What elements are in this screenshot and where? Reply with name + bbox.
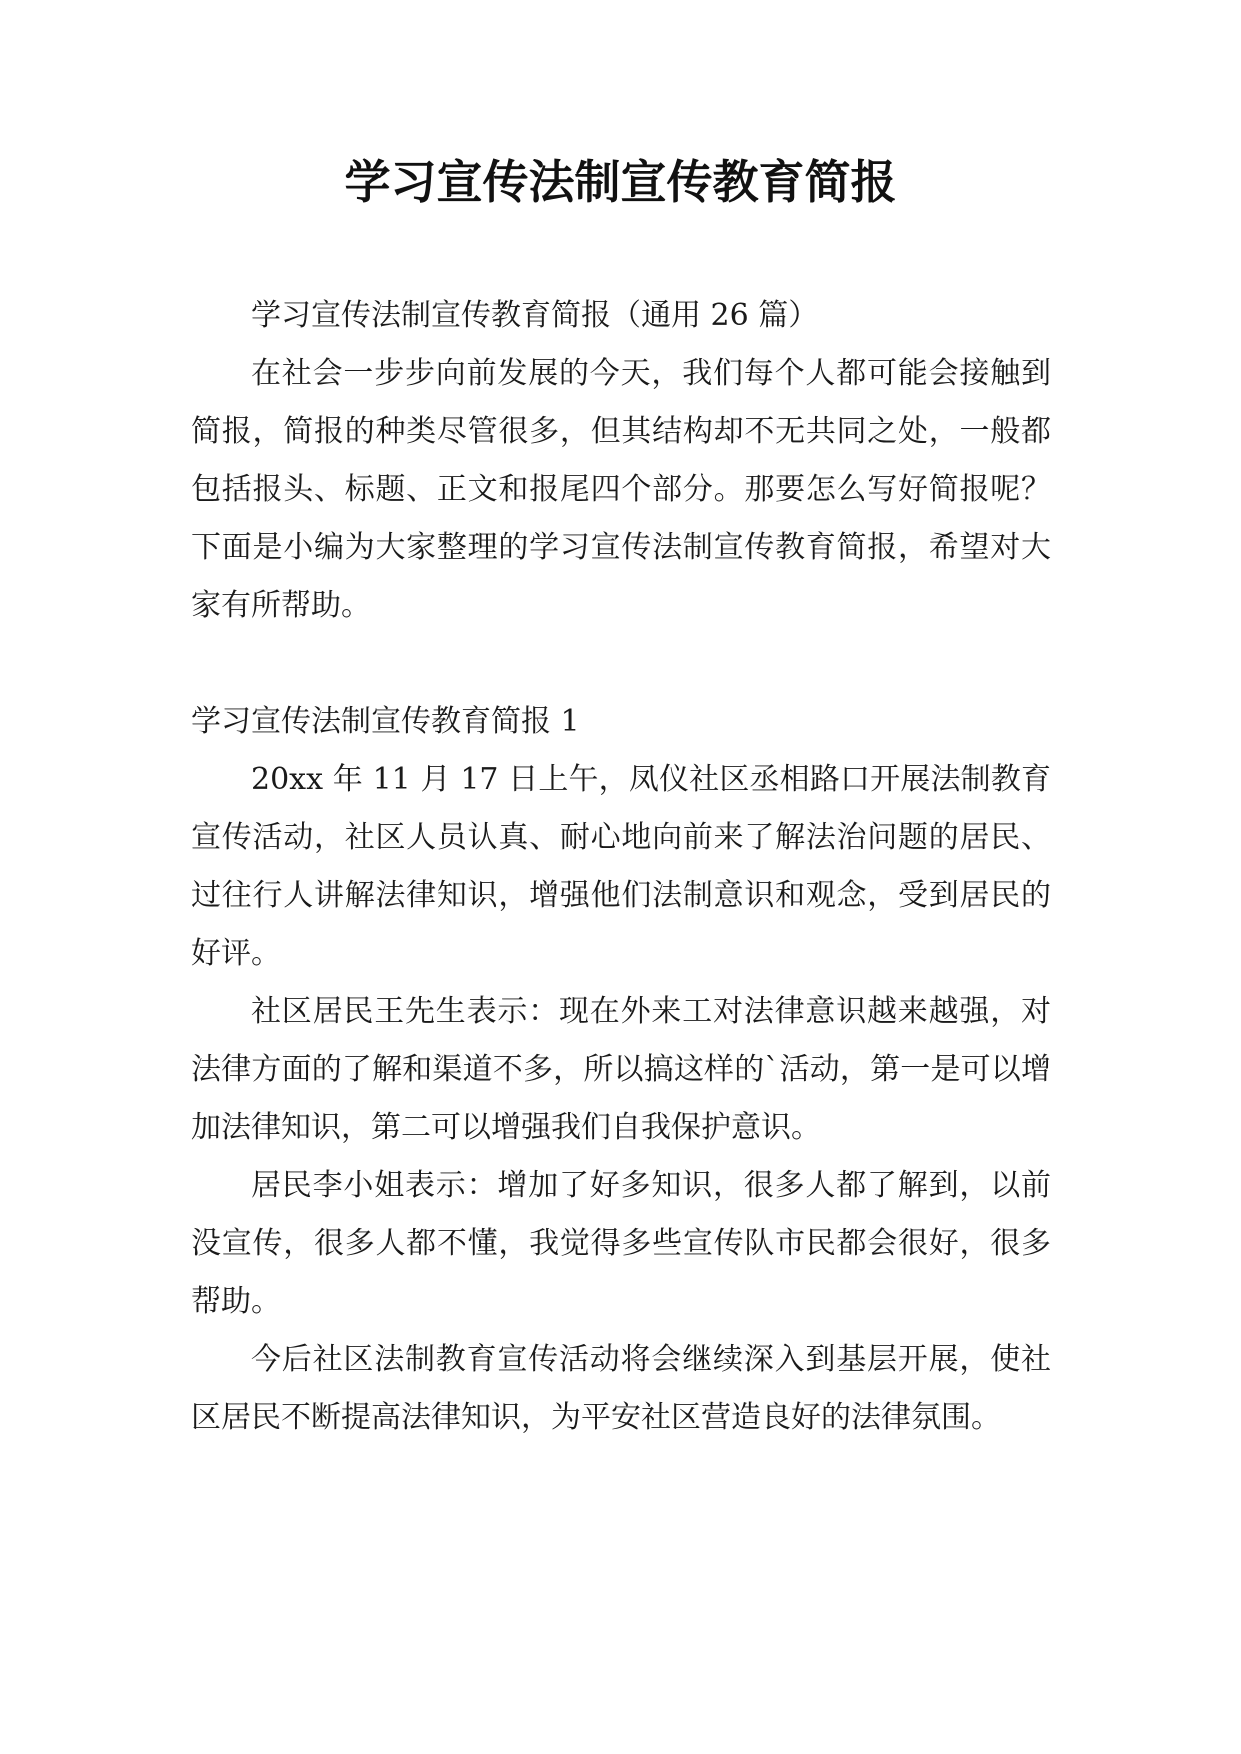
document-title: 学习宣传法制宣传教育简报	[344, 155, 897, 209]
intro-paragraph: 在社会一步步向前发展的今天，我们每个人都可能会接触到简报，简报的种类尽管很多，但其结构却不无共同之处，一般都包括报头、标题、正文和报尾四个部分。那要怎么写好简报呢？下面是小编为大家整理的学习宣传法制宣传教育简报，希望对大家有所帮助。	[191, 356, 1051, 623]
section-heading: 学习宣传法制宣传教育简报 1	[191, 704, 580, 739]
section-paragraph: 20xx 年 11 月 17 日上午，凤仪社区丞相路口开展法制教育宣传活动，社区人员认真、耐心地向前来了解法治问题的居民、过往行人讲解法律知识，增强他们法制意识和观念，受到居民的好评。	[191, 762, 1051, 971]
document-body	[191, 287, 1051, 1447]
document-subtitle: 学习宣传法制宣传教育简报（通用 26 篇）	[251, 298, 819, 333]
section-paragraph: 今后社区法制教育宣传活动将会继续深入到基层开展，使社区居民不断提高法律知识，为平安社区营造良好的法律氛围。	[191, 1342, 1051, 1435]
section-paragraph: 社区居民王先生表示：现在外来工对法律意识越来越强，对法律方面的了解和渠道不多，所以搞这样的`活动，第一是可以增加法律知识，第二可以增强我们自我保护意识。	[191, 994, 1051, 1145]
section-paragraph: 居民李小姐表示：增加了好多知识，很多人都了解到，以前没宣传，很多人都不懂，我觉得多些宣传队市民都会很好，很多帮助。	[191, 1168, 1051, 1319]
